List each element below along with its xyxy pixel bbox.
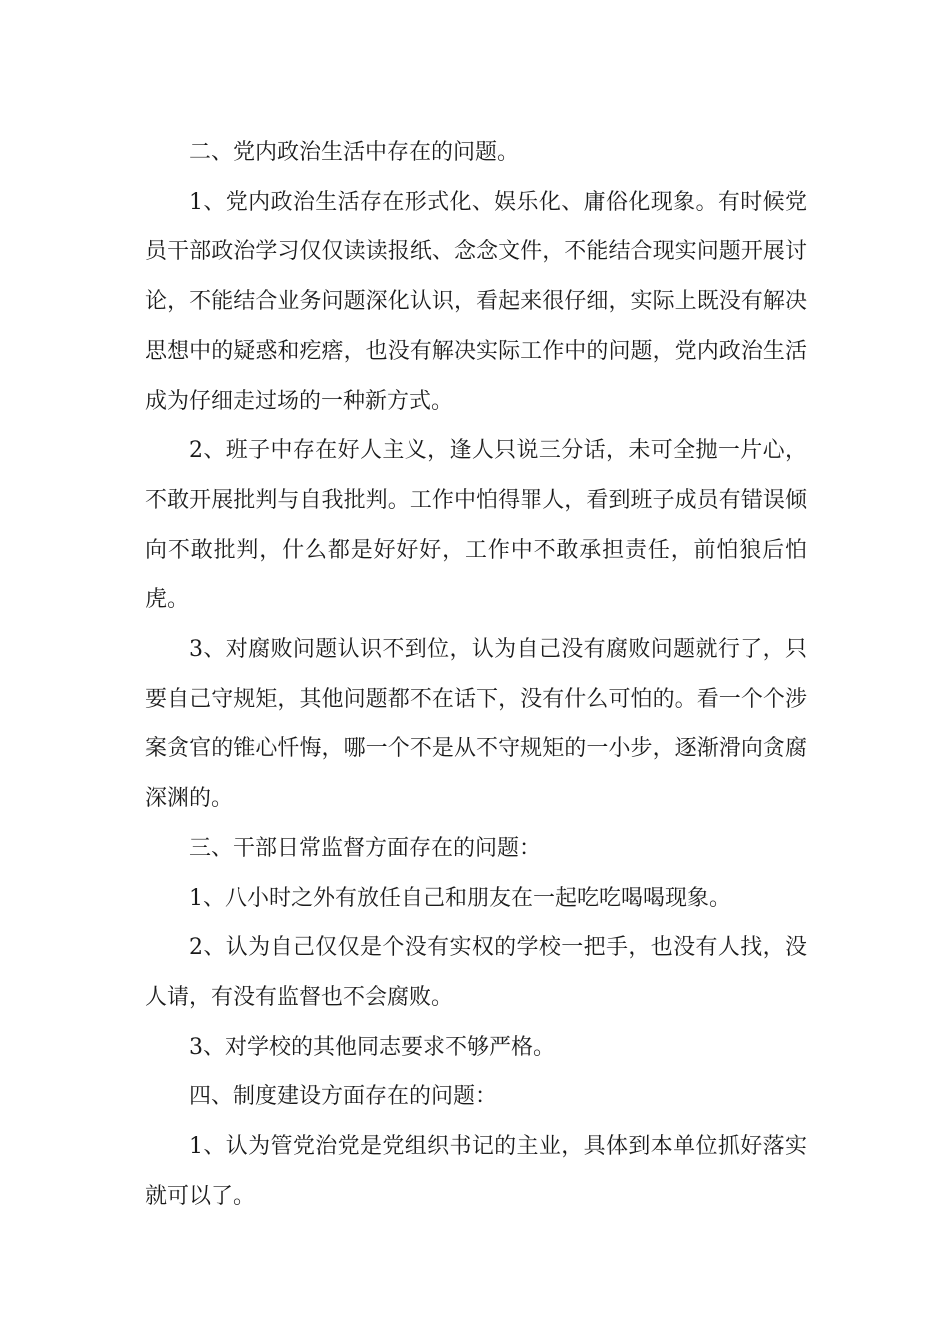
paragraph: 2、班子中存在好人主义，逢人只说三分话，未可全抛一片心，不敢开展批判与自我批判。工作中怕得罪人，看到班子成员有错误倾向不敢批判，什么都是好好好，工作中不敢承担责任，前怕狼后怕虎。 <box>145 438 807 613</box>
paragraph: 3、对腐败问题认识不到位，认为自己没有腐败问题就行了，只要自己守规矩，其他问题都不在话下，没有什么可怕的。看一个个涉案贪官的锥心忏悔，哪一个不是从不守规矩的一小步，逐渐滑向贪腐深渊的。 <box>145 637 807 812</box>
section-heading-4: 四、制度建设方面存在的问题： <box>189 1084 498 1110</box>
paragraph: 1、八小时之外有放任自己和朋友在一起吃吃喝喝现象。 <box>189 885 731 911</box>
document-body <box>145 128 807 1221</box>
paragraph: 1、党内政治生活存在形式化、娱乐化、庸俗化现象。有时候党员干部政治学习仅仅读读报纸、念念文件，不能结合现实问题开展讨论，不能结合业务问题深化认识，看起来很仔细，实际上既没有解决思想中的疑惑和疙瘩，也没有解决实际工作中的问题，党内政治生活成为仔细走过场的一种新方式。 <box>145 189 807 414</box>
section-heading-3: 三、干部日常监督方面存在的问题： <box>189 835 542 861</box>
paragraph: 2、认为自己仅仅是个没有实权的学校一把手，也没有人找，没人请，有没有监督也不会腐败。 <box>145 935 807 1010</box>
section-heading-2: 二、党内政治生活中存在的问题。 <box>189 140 520 165</box>
paragraph: 1、认为管党治党是党组织书记的主业，具体到本单位抓好落实就可以了。 <box>145 1134 807 1209</box>
paragraph: 3、对学校的其他同志要求不够严格。 <box>189 1034 555 1060</box>
